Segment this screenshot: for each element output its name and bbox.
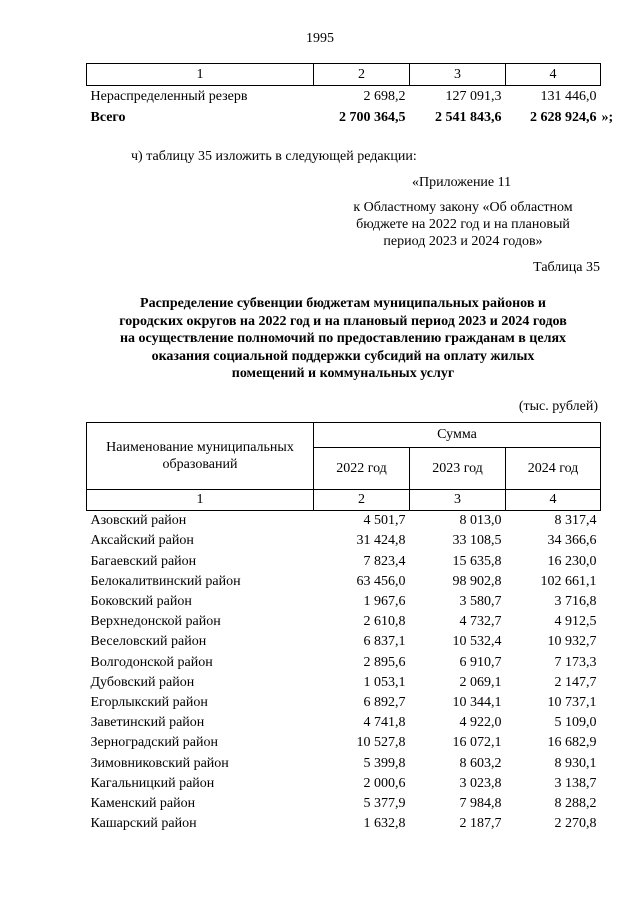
heading-line: городских округов на 2022 год и на плановый период 2023 и 2024 годов (119, 313, 567, 329)
value-2024: 10 932,7 (547, 634, 597, 650)
district-name: Кагальницкий район (90, 775, 215, 791)
appendix-reference-line: период 2023 и 2024 годов» (383, 234, 543, 249)
value-2022: 1 967,6 (363, 594, 406, 610)
amendment-instruction: ч) таблицу 35 изложить в следующей редакции: (131, 149, 417, 164)
district-name: Зерноградский район (90, 735, 218, 751)
table-header-row (87, 423, 601, 448)
table-row (87, 511, 601, 532)
value-2022: 63 456,0 (356, 573, 406, 589)
column-index-cell: 2 (314, 490, 410, 511)
value-2024: 8 317,4 (554, 513, 597, 529)
table-row (87, 713, 601, 733)
district-name: Багаевский район (90, 553, 197, 569)
appendix-reference-line: бюджете на 2022 год и на плановый (356, 217, 570, 232)
value-2022: 1 053,1 (363, 674, 406, 690)
total-label: Всего (90, 110, 126, 125)
budget-reserve-table (86, 63, 614, 128)
total-2022: 2 700 364,5 (339, 110, 406, 125)
district-name: Зимовниковский район (90, 755, 229, 771)
table-row (87, 552, 601, 572)
value-2024: 7 173,3 (554, 654, 597, 670)
total-row (87, 107, 601, 128)
column-index-row (87, 64, 601, 86)
value-2023: 98 902,8 (452, 573, 502, 589)
district-name: Белокалитвинский район (90, 573, 241, 589)
column-index-cell: 4 (506, 64, 601, 86)
value-2022: 2 610,8 (363, 614, 406, 630)
value-2024: 10 737,1 (547, 695, 597, 711)
value-2023: 10 532,4 (452, 634, 502, 650)
value-2024: 2 270,8 (554, 816, 597, 832)
district-name: Боковский район (90, 594, 192, 610)
heading-line: на осуществление полномочий по предоставлению гражданам в целях (119, 331, 567, 346)
table-row (87, 693, 601, 713)
table-row (87, 814, 601, 834)
total-2024: 2 628 924,6 (530, 110, 597, 125)
value-2024: 8 930,1 (554, 755, 597, 771)
value-2023: 8 013,0 (459, 513, 502, 529)
value-2022: 2 698,2 (363, 89, 406, 104)
heading-line: помещений и коммунальных услуг (231, 366, 455, 381)
district-name: Каменский район (90, 796, 196, 812)
value-2022: 4 741,8 (363, 715, 406, 731)
column-index-cell: 2 (314, 64, 410, 86)
value-2022: 10 527,8 (356, 735, 406, 751)
table-heading (86, 295, 600, 383)
value-2024: 34 366,6 (547, 533, 597, 549)
value-2022: 2 000,6 (363, 775, 406, 791)
value-2024: 16 682,9 (547, 735, 597, 751)
district-name: Волгодонской район (90, 654, 213, 670)
value-2023: 2 069,1 (459, 674, 502, 690)
value-2023: 6 910,7 (459, 654, 502, 670)
value-2022: 5 399,8 (363, 755, 406, 771)
table-row (87, 86, 601, 108)
value-2024: 5 109,0 (554, 715, 597, 731)
value-2024: 2 147,7 (554, 674, 597, 690)
table-label: Таблица 35 (533, 260, 600, 275)
value-2023: 3 580,7 (459, 594, 502, 610)
table-row (87, 592, 601, 612)
column-header-name: Наименование муниципальных образований (87, 423, 314, 490)
appendix-title: «Приложение 11 (412, 175, 512, 190)
table-row (87, 612, 601, 632)
closing-quote: »; (601, 110, 614, 125)
column-header-sum: Сумма (314, 423, 601, 448)
value-2023: 7 984,8 (459, 796, 502, 812)
value-2023: 3 023,8 (459, 775, 502, 791)
table-row (87, 774, 601, 794)
district-name: Аксайский район (90, 533, 194, 549)
value-2024: 3 138,7 (554, 775, 597, 791)
value-2022: 31 424,8 (356, 533, 406, 549)
value-2024: 4 912,5 (554, 614, 597, 630)
table-row (87, 653, 601, 673)
district-name: Азовский район (90, 513, 187, 529)
district-name: Верхнедонской район (90, 614, 221, 630)
value-2024: 102 661,1 (540, 573, 597, 589)
value-2024: 8 288,2 (554, 796, 597, 812)
district-name: Дубовский район (90, 674, 195, 690)
column-index-cell: 4 (506, 490, 601, 511)
row-name: Нераспределенный резерв (90, 89, 248, 104)
table-row (87, 572, 601, 592)
district-name: Кашарский район (90, 816, 197, 832)
district-name: Веселовский район (90, 634, 207, 650)
value-2024: 16 230,0 (547, 553, 597, 569)
value-2022: 2 895,6 (363, 654, 406, 670)
value-2023: 10 344,1 (452, 695, 502, 711)
value-2024: 3 716,8 (554, 594, 597, 610)
units-note: (тыс. рублей) (518, 399, 598, 414)
value-2022: 6 892,7 (363, 695, 406, 711)
heading-line: Распределение субвенции бюджетам муниципальных районов и (140, 296, 546, 311)
table-row (87, 673, 601, 693)
column-index-row (87, 490, 601, 511)
subvention-table (86, 422, 601, 834)
value-2022: 5 377,9 (363, 796, 406, 812)
value-2022: 6 837,1 (363, 634, 406, 650)
column-index-cell: 1 (87, 64, 314, 86)
column-header-2022: 2022 год (314, 448, 410, 490)
value-2024: 131 446,0 (540, 89, 597, 104)
table-row (87, 794, 601, 814)
value-2023: 4 732,7 (459, 614, 502, 630)
value-2022: 4 501,7 (363, 513, 406, 529)
column-header-2023: 2023 год (410, 448, 506, 490)
value-2023: 33 108,5 (452, 533, 502, 549)
column-index-cell: 3 (410, 490, 506, 511)
page-number: 1995 (306, 31, 334, 46)
heading-line: оказания социальной поддержки субсидий на оплату жилых (151, 348, 535, 364)
total-2023: 2 541 843,6 (435, 110, 502, 125)
value-2023: 15 635,8 (452, 553, 502, 569)
table-row (87, 754, 601, 774)
table-body (87, 511, 601, 835)
appendix-reference (320, 199, 606, 250)
column-header-2024: 2024 год (506, 448, 601, 490)
value-2023: 8 603,2 (459, 755, 502, 771)
value-2023: 127 091,3 (445, 89, 502, 104)
value-2023: 2 187,7 (459, 816, 502, 832)
column-index-cell: 1 (87, 490, 314, 511)
value-2022: 7 823,4 (363, 553, 406, 569)
value-2022: 1 632,8 (363, 816, 406, 832)
table-row (87, 733, 601, 753)
district-name: Егорлыкский район (90, 695, 208, 711)
appendix-reference-line: к Областному закону «Об областном (353, 200, 573, 215)
column-index-cell: 3 (410, 64, 506, 86)
total-2024-cell (506, 107, 614, 128)
value-2023: 16 072,1 (452, 735, 502, 751)
table-row (87, 632, 601, 652)
table-row (87, 531, 601, 551)
district-name: Заветинский район (90, 715, 205, 731)
value-2023: 4 922,0 (459, 715, 502, 731)
